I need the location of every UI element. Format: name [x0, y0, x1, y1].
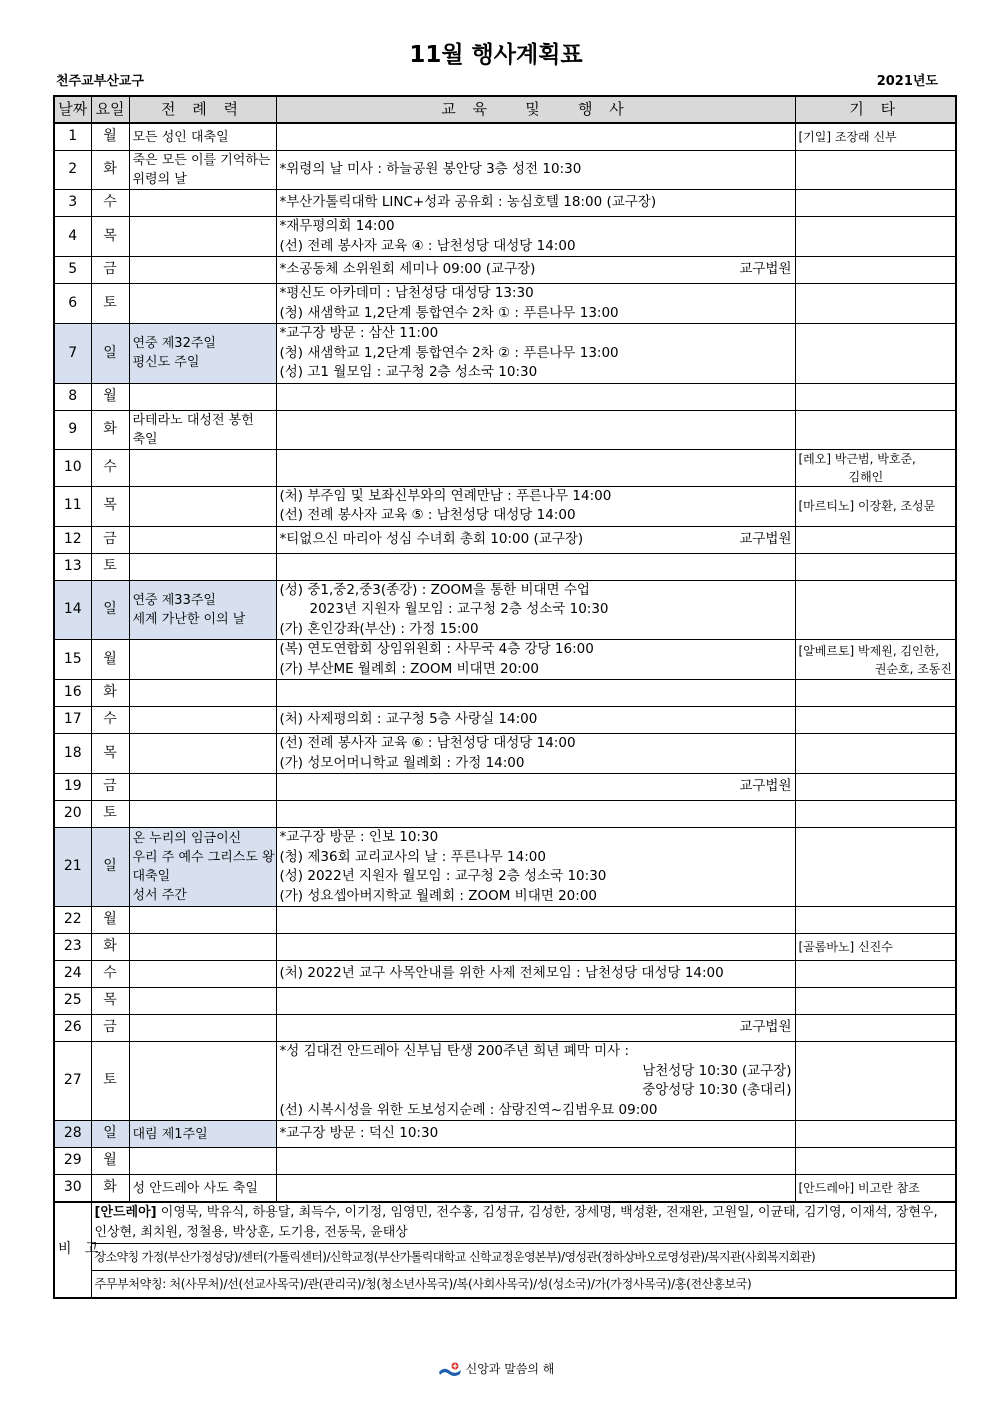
- event-line: (처) 2022년 교구 사목안내를 위한 사제 전체모임 : 남천성당 대성당 14:00: [279, 965, 724, 982]
- table-row: [54, 190, 956, 217]
- event-line: (성) 중1,중2,중3(종강) : ZOOM을 통한 비대면 수업: [279, 581, 590, 598]
- events-cell: [276, 217, 795, 257]
- day-cell: 화: [91, 410, 129, 449]
- etc-cell: [795, 1121, 956, 1148]
- date-cell: 3: [54, 190, 91, 217]
- table-row: [54, 410, 956, 449]
- event-line: 남천성당 10:30 (교구장): [642, 1062, 792, 1079]
- notes-row-andrea: [54, 1202, 956, 1244]
- liturgy-line: 축일: [132, 431, 158, 447]
- events-cell: [276, 961, 795, 988]
- etc-cell: [795, 526, 956, 553]
- events-cell: [276, 1175, 795, 1203]
- day-cell: 목: [91, 734, 129, 774]
- liturgy-line: 대축일: [132, 869, 171, 884]
- etc-cell: [795, 1042, 956, 1121]
- table-row: [54, 828, 956, 907]
- day-cell: 토: [91, 284, 129, 324]
- date-cell: 21: [54, 828, 91, 907]
- liturgy-line: 온 누리의 임금이신: [132, 831, 242, 846]
- year-logo-icon: [438, 1362, 462, 1378]
- table-row: [54, 801, 956, 828]
- events-cell: [276, 934, 795, 961]
- table-row: [54, 707, 956, 734]
- event-line: (선) 전례 봉사자 교육 ⑥ : 남천성당 대성당 14:00: [279, 735, 576, 751]
- andrea-names: 이영묵, 박유식, 하용달, 최득수, 이기정, 임영민, 전수홍, 김성규, 김성한, 장세명, 백성환, 전재완, 고원일, 이균태, 김기영, 이재석, 장현우, 인상현, 최치원, 정철용, 박상훈, 도기용, 전동묵, 윤태상: [94, 1205, 938, 1240]
- date-cell: 11: [54, 486, 91, 526]
- events-cell: [276, 680, 795, 707]
- organization: 천주교부산교구: [56, 74, 144, 89]
- date-cell: 9: [54, 410, 91, 449]
- table-row: [54, 151, 956, 190]
- date-cell: 24: [54, 961, 91, 988]
- event-line: (가) 부산ME 월례회 : ZOOM 비대면 20:00: [279, 660, 539, 677]
- notes-andrea: [91, 1202, 956, 1244]
- liturgy-cell: [129, 383, 276, 410]
- etc-cell: [795, 680, 956, 707]
- day-cell: 수: [91, 707, 129, 734]
- date-cell: 12: [54, 526, 91, 553]
- liturgy-cell: [129, 1015, 276, 1042]
- andrea-label: [안드레아]: [94, 1205, 157, 1220]
- date-cell: 4: [54, 217, 91, 257]
- etc-cell: [795, 383, 956, 410]
- etc-cell: [795, 123, 956, 151]
- day-cell: 화: [91, 151, 129, 190]
- liturgy-cell: [129, 988, 276, 1015]
- event-line: *평신도 아카데미 : 남천성당 대성당 13:30: [279, 285, 534, 301]
- day-cell: 목: [91, 217, 129, 257]
- event-line: (선) 전례 봉사자 교육 ⑤ : 남천성당 대성당 14:00: [279, 507, 576, 523]
- table-row: [54, 1175, 956, 1203]
- date-cell: 18: [54, 734, 91, 774]
- event-line: (처) 사제평의회 : 교구청 5층 사랑실 14:00: [279, 711, 538, 728]
- event-line: (가) 혼인강좌(부산) : 가정 15:00: [279, 620, 479, 637]
- etc-cell: [795, 151, 956, 190]
- etc-cell: [795, 257, 956, 284]
- liturgy-line: 대림 제1주일: [132, 1126, 208, 1142]
- liturgy-line: 죽은 모든 이를 기억하는: [132, 153, 271, 168]
- table-row: [54, 774, 956, 801]
- date-cell: 30: [54, 1175, 91, 1203]
- date-cell: 15: [54, 640, 91, 680]
- liturgy-cell: [129, 324, 276, 384]
- day-cell: 화: [91, 934, 129, 961]
- etc-cell: [795, 774, 956, 801]
- day-cell: 일: [91, 828, 129, 907]
- date-cell: 10: [54, 449, 91, 486]
- date-cell: 28: [54, 1121, 91, 1148]
- etc-line: [기일] 조장래 신부: [798, 130, 897, 144]
- event-line: *교구장 방문 : 인보 10:30: [279, 829, 439, 845]
- liturgy-cell: [129, 774, 276, 801]
- day-cell: 목: [91, 486, 129, 526]
- day-cell: 토: [91, 1042, 129, 1121]
- event-line: *소공동체 소위원회 세미나 09:00 (교구장): [279, 261, 536, 278]
- liturgy-cell: [129, 1175, 276, 1203]
- etc-cell: [795, 1175, 956, 1203]
- date-cell: 13: [54, 553, 91, 580]
- event-line-with-court: [280, 530, 792, 550]
- date-cell: 16: [54, 680, 91, 707]
- events-cell: [276, 707, 795, 734]
- event-line: *교구장 방문 : 덕신 10:30: [279, 1125, 439, 1142]
- day-cell: 일: [91, 580, 129, 640]
- table-row: [54, 680, 956, 707]
- table-row: [54, 988, 956, 1015]
- footer: [0, 1360, 992, 1378]
- day-cell: 월: [91, 640, 129, 680]
- events-cell: [276, 801, 795, 828]
- events-cell: [276, 907, 795, 934]
- page-title: 11월 행사계획표: [409, 42, 583, 68]
- etc-line: 권순호, 조동진: [874, 661, 952, 676]
- etc-cell: [795, 324, 956, 384]
- day-cell: 수: [91, 190, 129, 217]
- event-line: 중앙성당 10:30 (총대리): [642, 1082, 792, 1098]
- liturgy-cell: [129, 553, 276, 580]
- events-cell: [276, 383, 795, 410]
- liturgy-cell: [129, 734, 276, 774]
- liturgy-cell: [129, 907, 276, 934]
- etc-cell: [795, 217, 956, 257]
- events-cell: [276, 151, 795, 190]
- date-cell: 22: [54, 907, 91, 934]
- event-line: (선) 시복시성을 위한 도보성지순례 : 삼랑진역~김범우묘 09:00: [279, 1101, 658, 1118]
- liturgy-line: 라테라노 대성전 봉헌: [132, 412, 254, 428]
- table-row: [54, 123, 956, 151]
- day-cell: 금: [91, 526, 129, 553]
- etc-line: [알베르토] 박제원, 김인한,: [798, 643, 940, 658]
- header-liturgy: 전 례 력: [129, 96, 276, 123]
- etc-line: [골롬바노] 신진수: [798, 940, 893, 954]
- date-cell: 14: [54, 580, 91, 640]
- etc-cell: [795, 934, 956, 961]
- etc-line: 김해인: [848, 469, 884, 484]
- etc-line: [안드레아] 비고란 참조: [798, 1181, 920, 1195]
- events-cell: [276, 123, 795, 151]
- header-date: 날짜: [54, 96, 91, 123]
- liturgy-cell: [129, 526, 276, 553]
- etc-line: [마르티노] 이장환, 조성문: [798, 499, 936, 513]
- events-cell: [276, 410, 795, 449]
- etc-cell: [795, 961, 956, 988]
- event-line: (가) 성모어머니학교 월례회 : 가정 14:00: [279, 754, 525, 771]
- liturgy-cell: [129, 284, 276, 324]
- event-line: *티없으신 마리아 성심 수녀회 총회 10:00 (교구장): [279, 530, 584, 547]
- events-cell: [276, 734, 795, 774]
- etc-cell: [795, 410, 956, 449]
- liturgy-line: 세계 가난한 이의 날: [132, 611, 246, 627]
- event-line: (청) 새샘학교 1,2단계 통합연수 2차 ① : 푸른나무 13:00: [279, 304, 619, 321]
- etc-cell: [795, 284, 956, 324]
- date-cell: 27: [54, 1042, 91, 1121]
- day-cell: 금: [91, 257, 129, 284]
- events-cell: [276, 1148, 795, 1175]
- table-row: [54, 907, 956, 934]
- events-cell: [276, 553, 795, 580]
- liturgy-line: 연중 제32주일: [132, 336, 216, 352]
- date-cell: 29: [54, 1148, 91, 1175]
- liturgy-cell: [129, 410, 276, 449]
- liturgy-cell: [129, 486, 276, 526]
- events-cell: [276, 449, 795, 486]
- date-cell: 6: [54, 284, 91, 324]
- etc-cell: [795, 734, 956, 774]
- event-line-with-court: [280, 260, 792, 280]
- liturgy-cell: [129, 123, 276, 151]
- liturgy-line: 모든 성인 대축일: [132, 129, 229, 145]
- event-line: 2023년 지원자 월모임 : 교구청 2층 성소국 10:30: [309, 601, 609, 617]
- liturgy-cell: [129, 828, 276, 907]
- events-cell: [276, 774, 795, 801]
- header-etc: 기 타: [795, 96, 956, 123]
- liturgy-line: 성 안드레아 사도 축일: [132, 1180, 258, 1196]
- etc-cell: [795, 907, 956, 934]
- events-cell: [276, 324, 795, 384]
- table-row: [54, 284, 956, 324]
- court-label: 교구법원: [739, 1019, 792, 1036]
- liturgy-cell: [129, 934, 276, 961]
- events-cell: [276, 1015, 795, 1042]
- table-row: [54, 383, 956, 410]
- events-cell: [276, 580, 795, 640]
- date-cell: 19: [54, 774, 91, 801]
- event-line: (가) 성요셉아버지학교 월례회 : ZOOM 비대면 20:00: [279, 887, 597, 904]
- header-day: 요일: [91, 96, 129, 123]
- liturgy-cell: [129, 961, 276, 988]
- day-cell: 목: [91, 988, 129, 1015]
- event-line: (선) 전례 봉사자 교육 ④ : 남천성당 대성당 14:00: [279, 237, 576, 254]
- day-cell: 일: [91, 324, 129, 384]
- events-cell: [276, 486, 795, 526]
- table-row: [54, 1121, 956, 1148]
- day-cell: 월: [91, 907, 129, 934]
- etc-cell: [795, 1015, 956, 1042]
- court-label: 교구법원: [739, 261, 792, 278]
- liturgy-cell: [129, 190, 276, 217]
- date-cell: 20: [54, 801, 91, 828]
- court-label: 교구법원: [739, 530, 792, 547]
- notes-label: 비 고: [54, 1202, 91, 1298]
- table-row: [54, 961, 956, 988]
- events-cell: [276, 988, 795, 1015]
- table-row: [54, 734, 956, 774]
- date-cell: 26: [54, 1015, 91, 1042]
- event-line: (처) 부주임 및 보좌신부와의 연례만남 : 푸른나무 14:00: [279, 487, 612, 504]
- event-line: (복) 연도연합회 상임위원회 : 사무국 4층 강당 16:00: [279, 641, 594, 657]
- date-cell: 1: [54, 123, 91, 151]
- day-cell: 수: [91, 961, 129, 988]
- liturgy-cell: [129, 680, 276, 707]
- notes-row-departments: [54, 1271, 956, 1299]
- liturgy-cell: [129, 801, 276, 828]
- etc-cell: [795, 640, 956, 680]
- table-row: [54, 257, 956, 284]
- table-row: [54, 324, 956, 384]
- schedule-table: [53, 95, 957, 1299]
- events-cell: [276, 1042, 795, 1121]
- liturgy-cell: [129, 1148, 276, 1175]
- etc-cell: [795, 486, 956, 526]
- liturgy-cell: [129, 449, 276, 486]
- header-events: 교 육 및 행 사: [276, 96, 795, 123]
- events-cell: [276, 284, 795, 324]
- day-cell: 화: [91, 680, 129, 707]
- table-row: [54, 449, 956, 486]
- liturgy-line: 연중 제33주일: [132, 592, 216, 608]
- table-row: [54, 486, 956, 526]
- etc-cell: [795, 580, 956, 640]
- liturgy-cell: [129, 1042, 276, 1121]
- court-label: 교구법원: [739, 778, 792, 795]
- day-cell: 토: [91, 801, 129, 828]
- liturgy-cell: [129, 1121, 276, 1148]
- notes-row-places: [54, 1244, 956, 1271]
- liturgy-cell: [129, 707, 276, 734]
- liturgy-line: 평신도 주일: [132, 355, 200, 371]
- date-cell: 8: [54, 383, 91, 410]
- header-row: [54, 96, 956, 123]
- day-cell: 금: [91, 774, 129, 801]
- day-cell: 토: [91, 553, 129, 580]
- liturgy-cell: [129, 217, 276, 257]
- event-line: (청) 제36회 교리교사의 날 : 푸른나무 14:00: [279, 848, 546, 865]
- etc-cell: [795, 1148, 956, 1175]
- etc-cell: [795, 988, 956, 1015]
- table-row: [54, 580, 956, 640]
- notes-places: 장소약칭 가정(부산가정성당)/센터(가톨릭센터)/신학교정(부산가톨릭대학교 신학교정운영본부)/영성관(정하상바오로영성관)/복지관(사회복지회관): [91, 1244, 956, 1271]
- etc-cell: [795, 707, 956, 734]
- etc-cell: [795, 553, 956, 580]
- table-row: [54, 217, 956, 257]
- event-line: (성) 고1 월모임 : 교구청 2층 성소국 10:30: [279, 364, 538, 380]
- day-cell: 일: [91, 1121, 129, 1148]
- day-cell: 금: [91, 1015, 129, 1042]
- notes-departments: 주무부처약칭: 처(사무처)/선(선교사목국)/관(관리국)/청(청소년사목국)/복(사회사목국)/성(성소국)/가(가정사목국)/홍(전산홍보국): [91, 1271, 956, 1299]
- etc-cell: [795, 190, 956, 217]
- year: 2021년도: [876, 74, 938, 89]
- etc-cell: [795, 801, 956, 828]
- day-cell: 월: [91, 123, 129, 151]
- event-line: (청) 새샘학교 1,2단계 통합연수 2차 ② : 푸른나무 13:00: [279, 344, 619, 361]
- event-line: *성 김대건 안드레아 신부님 탄생 200주년 희년 폐막 미사 :: [279, 1043, 630, 1059]
- date-cell: 5: [54, 257, 91, 284]
- date-cell: 25: [54, 988, 91, 1015]
- events-cell: [276, 828, 795, 907]
- date-cell: 2: [54, 151, 91, 190]
- table-row: [54, 526, 956, 553]
- events-cell: [276, 257, 795, 284]
- date-cell: 23: [54, 934, 91, 961]
- liturgy-cell: [129, 151, 276, 190]
- date-cell: 17: [54, 707, 91, 734]
- table-row: [54, 1042, 956, 1121]
- liturgy-cell: [129, 580, 276, 640]
- event-line: *위령의 날 미사 : 하늘공원 봉안당 3층 성전 10:30: [279, 161, 582, 178]
- date-cell: 7: [54, 324, 91, 384]
- table-row: [54, 1015, 956, 1042]
- events-cell: [276, 640, 795, 680]
- etc-line: [레오] 박근범, 박호준,: [798, 451, 916, 466]
- day-cell: 월: [91, 383, 129, 410]
- events-cell: [276, 1121, 795, 1148]
- table-row: [54, 1148, 956, 1175]
- liturgy-line: 우리 주 예수 그리스도 왕: [132, 850, 275, 865]
- liturgy-cell: [129, 640, 276, 680]
- event-line: *재무평의회 14:00: [279, 218, 395, 234]
- event-line: *부산가톨릭대학 LINC+성과 공유회 : 농심호텔 18:00 (교구장): [279, 194, 657, 211]
- table-row: [54, 640, 956, 680]
- day-cell: 수: [91, 449, 129, 486]
- event-line: (성) 2022년 지원자 월모임 : 교구청 2층 성소국 10:30: [279, 868, 607, 884]
- table-row: [54, 553, 956, 580]
- table-row: [54, 934, 956, 961]
- etc-cell: [795, 828, 956, 907]
- footer-slogan: 신앙과 말씀의 해: [465, 1362, 555, 1376]
- etc-cell: [795, 449, 956, 486]
- day-cell: 화: [91, 1175, 129, 1203]
- event-line: *교구장 방문 : 삼산 11:00: [279, 325, 439, 341]
- events-cell: [276, 526, 795, 553]
- liturgy-cell: [129, 257, 276, 284]
- events-cell: [276, 190, 795, 217]
- liturgy-line: 성서 주간: [132, 888, 187, 903]
- day-cell: 월: [91, 1148, 129, 1175]
- liturgy-line: 위령의 날: [132, 172, 187, 187]
